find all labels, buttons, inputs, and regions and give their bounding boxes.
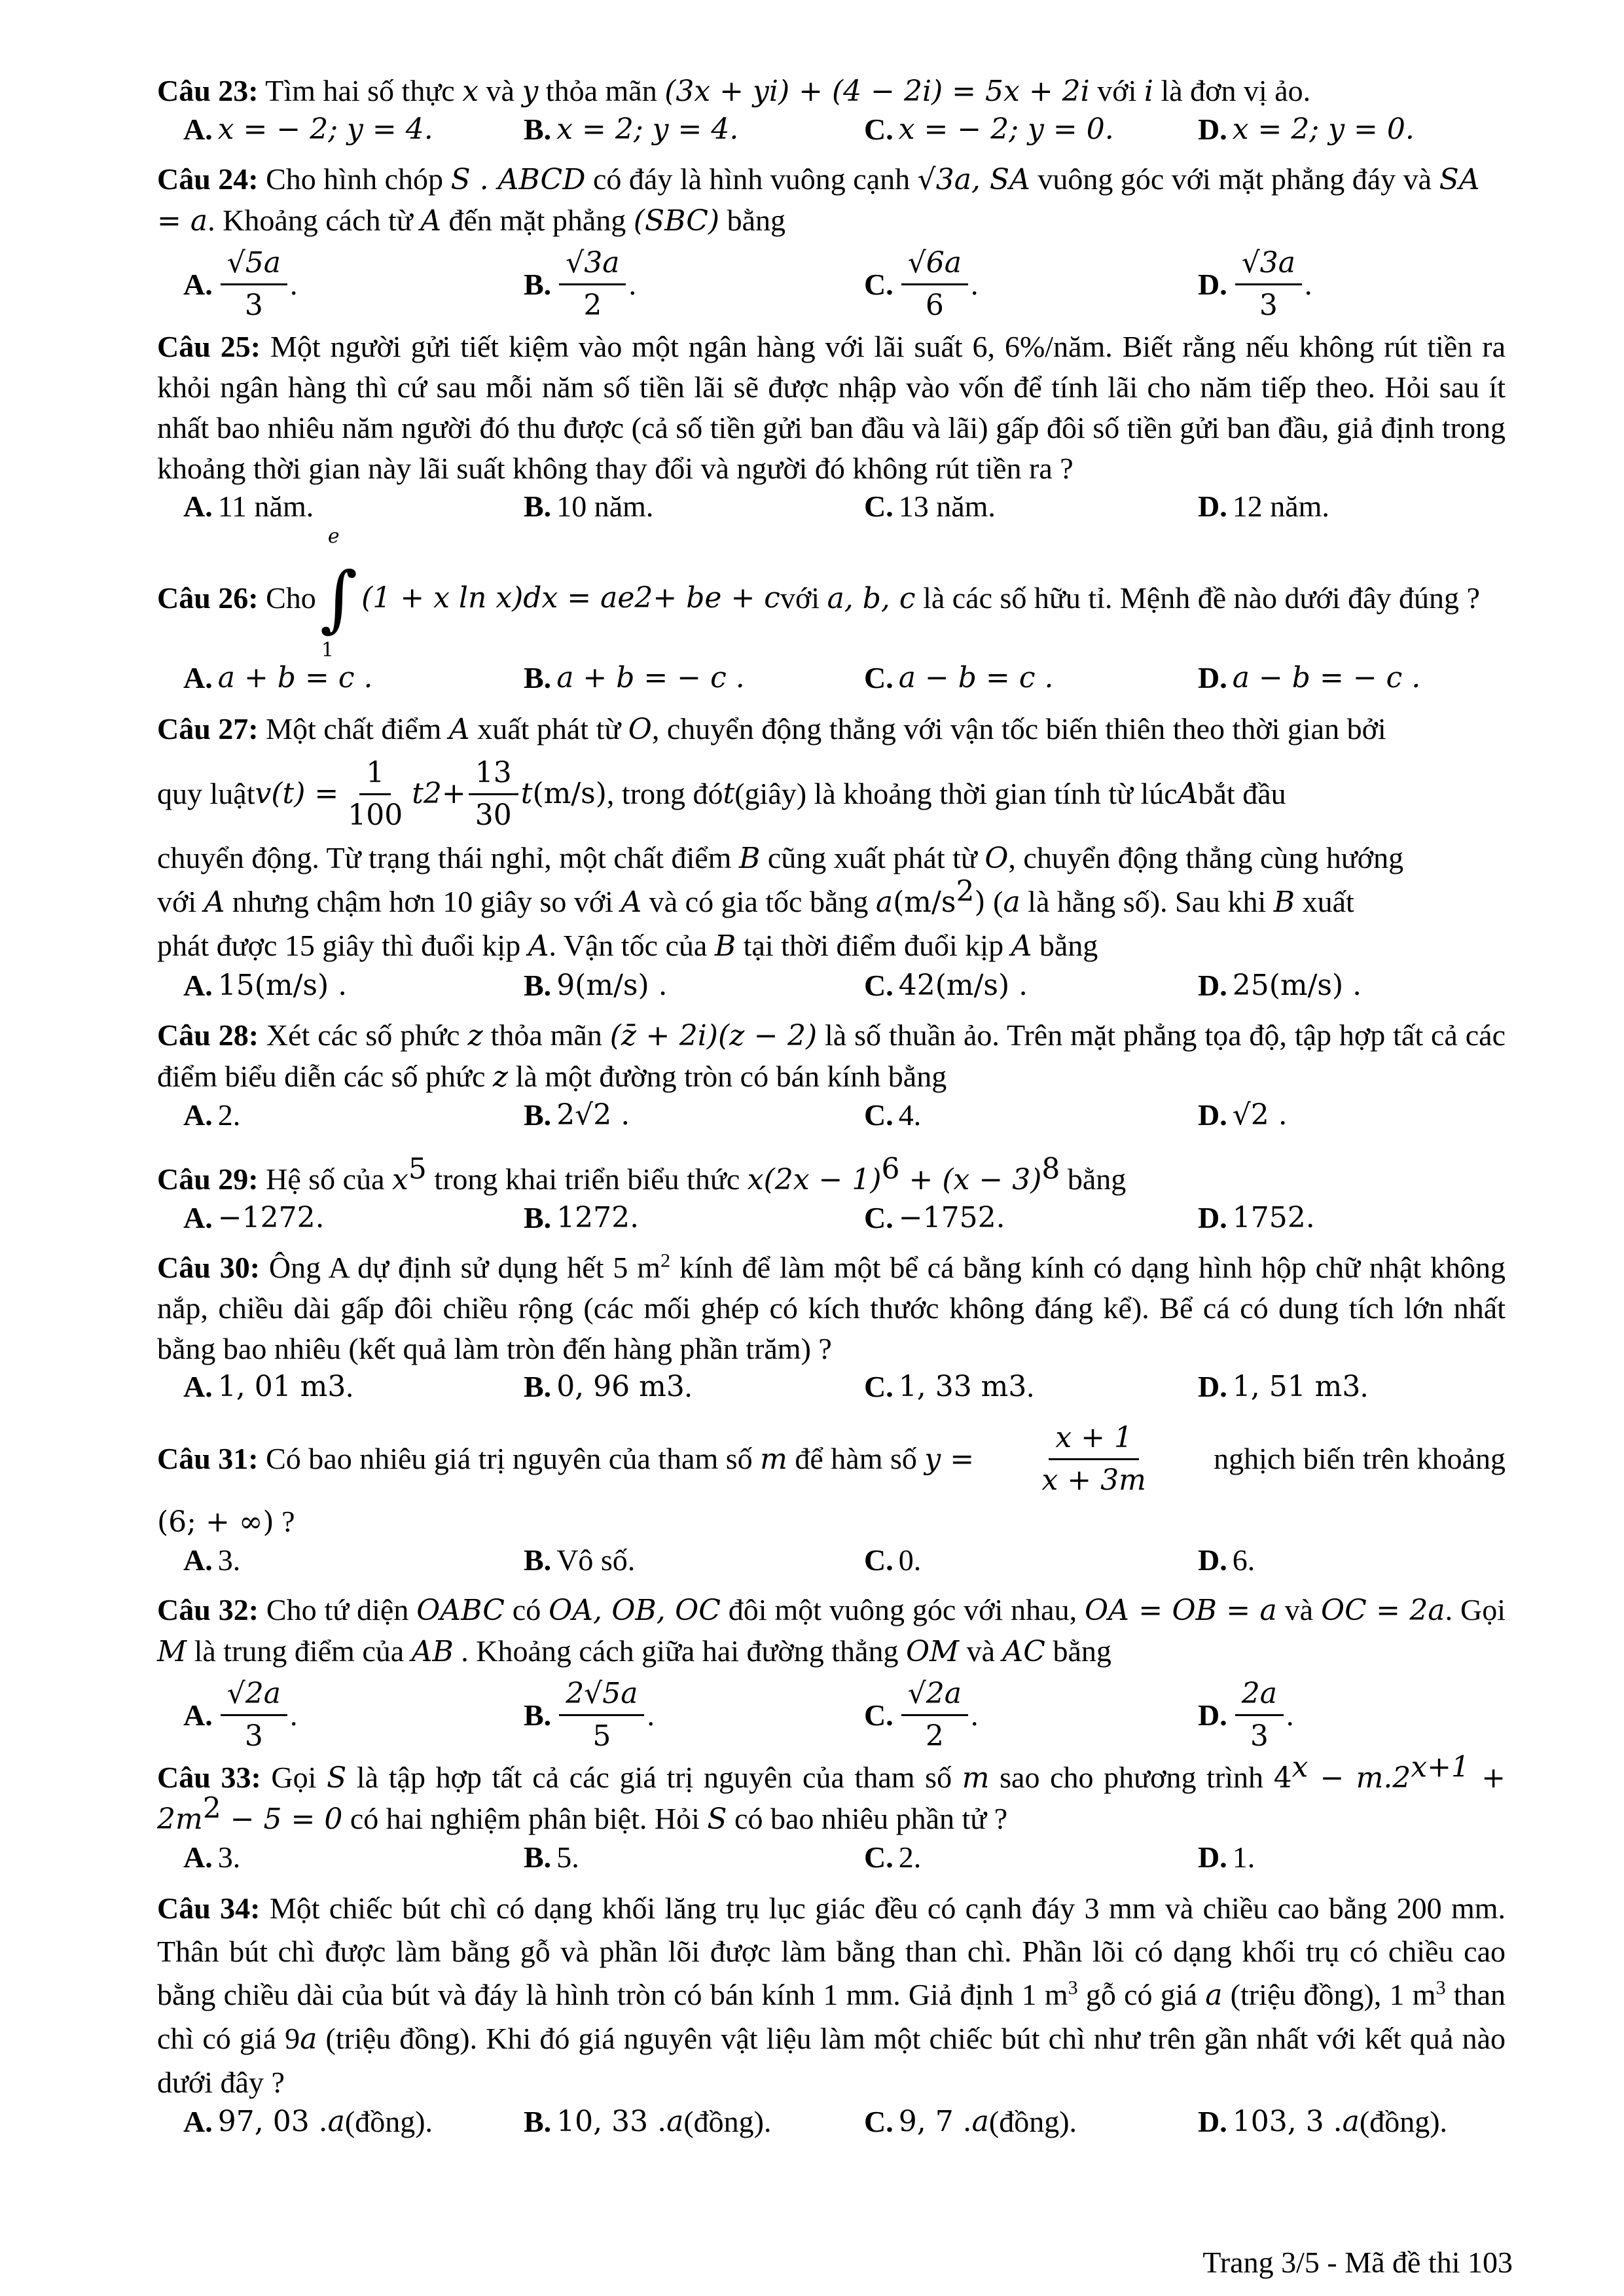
option-b[interactable]: B. 0, 96 m 3 . [524, 1369, 693, 1403]
option-a[interactable]: A. 11 năm. [183, 490, 314, 523]
option-d[interactable]: D. 25(m/s) . [1198, 969, 1362, 1002]
option-d[interactable]: D. 103, 3 . a (đồng). [1198, 2105, 1448, 2138]
fraction: $\frac{√3a}{3}$ [1235, 245, 1302, 323]
question-number: Câu 24: [157, 162, 259, 196]
question-34: Câu 34: Một chiếc bút chì có dạng khối lăng trụ lục giác đều có cạnh đáy 3 mm và chiều cao bằng 200 mm. Thân bút chì được làm bằng gỗ và phần lõi được làm bằng than chì. Phần lõi có dạng khối trụ có chiều cao bằng chiều dài của bút và đáy là hình tròn có bán kính 1 mm. Giả định 1 $m^3$ gỗ có giá a (triệu đồng), 1 $m^3$ than chì có giá 9a (triệu đồng). Khi đó giá nguyên vật liệu làm một chiếc bút chì như trên gần nhất với kết quả nào dưới đây ? [157, 1892, 1506, 2099]
question-29: Câu 29: Hệ số của $x^5$ trong khai triển biểu thức $x(2x - 1)^6 + (x - 3)^8$ bằng [157, 1152, 1127, 1196]
option-a[interactable]: A. x = − 2; y = 4. [183, 113, 433, 146]
question-number: Câu 26: [157, 581, 259, 615]
answer-options [157, 242, 1506, 327]
option-d[interactable]: D. 12 năm. [1198, 490, 1329, 523]
option-a[interactable]: A. 97, 03 . a (đồng). [183, 2105, 433, 2138]
option-c[interactable]: C. 9, 7 . a (đồng). [864, 2105, 1077, 2138]
fraction: $\frac{√6a}{6}$ [901, 245, 968, 323]
option-d[interactable]: D. a − b = − c . [1198, 661, 1421, 694]
question-25: Câu 25: Một người gửi tiết kiệm vào một ngân hàng với lãi suất 6, 6%/năm. Biết rằng nếu không rút tiền ra khỏi ngân hàng thì cứ sau mỗi năm số tiền lãi sẽ được nhập vào vốn để tính lãi cho năm tiếp theo. Hỏi sau ít nhất bao nhiêu năm người đó thu được (cả số tiền gửi ban đầu và lãi) gấp đôi số tiền gửi ban đầu, giả định trong khoảng thời gian này lãi suất không thay đổi và người đó không rút tiền ra ? [157, 330, 1506, 485]
answer-options [157, 1840, 1506, 1887]
question-30: Câu 30: Ông A dự định sử dụng hết 5 $m^2$ kính để làm một bể cá bằng kính có dạng hình hộp chữ nhật không nắp, chiều dài gấp đôi chiều rộng (các mối ghép có kích thước không đáng kể). Bể cá có dung tích lớn nhất bằng bao nhiêu (kết quả làm tròn đến hàng phần trăm) ? [157, 1249, 1506, 1365]
fraction: $\frac{x + 1}{x + 3m}$ [1041, 1420, 1146, 1497]
page-footer: Trang 3/5 - Mã đề thi 103 [1202, 2246, 1513, 2279]
option-d[interactable]: D. 1752. [1198, 1201, 1315, 1234]
option-c[interactable]: C. 42(m/s) . [864, 969, 1028, 1002]
option-b[interactable]: B. $\frac{2√5a}{5}$ . [524, 1676, 655, 1753]
question-number: Câu 30: [157, 1251, 261, 1284]
question-27: Câu 27: Một chất điểm A xuất phát từ O, chuyển động thẳng với vận tốc biến thiên theo thời gian bởi quy luật v(t) = $\frac{1}{100}$ t 2 + $\frac{13}{30}$ t (m/s) , trong đó t (giây) là khoảng thời gian tính từ lúc A bắt đầu chuyển động. Từ trạng thái nghỉ, một chất điểm B cũng xuất phát từ O, chuyển động thẳng cùng hướng với A nhưng chậm hơn 10 giây so với A và có gia tốc bằng $a(m/s^2)$ (a là hằng số). Sau khi B xuất phát được 15 giây thì đuổi kịp A. Vận tốc của B tại thời điểm đuổi kịp A bằng [157, 712, 1404, 963]
option-c[interactable]: C. $\frac{√2a}{2}$ . [864, 1676, 979, 1753]
integral: ∫ e 1 (1 + x ln x)dx = ae 2 + be + c [319, 525, 780, 662]
fraction: $\frac{√2a}{3}$ [221, 1676, 287, 1754]
question-number: Câu 27: [157, 712, 259, 745]
option-c[interactable]: C. 4. [864, 1098, 922, 1132]
fraction: $\frac{√2a}{2}$ [901, 1676, 968, 1754]
option-a[interactable]: A. 2. [183, 1098, 241, 1132]
option-b[interactable]: B. $\frac{√3a}{2}$ . [524, 245, 636, 322]
question-24: Câu 24: Cho hình chóp S . ABCD có đáy là hình vuông cạnh √3a, SA vuông góc với mặt phẳng đáy và SA = a. Khoảng cách từ A đến mặt phẳng (SBC) bằng [157, 162, 1480, 238]
option-b[interactable]: B. 10 năm. [524, 490, 654, 523]
option-d[interactable]: D. 6. [1198, 1543, 1255, 1577]
fraction: $\frac{1}{100}$ [348, 755, 403, 832]
option-c[interactable]: C. x = − 2; y = 0. [864, 113, 1114, 146]
option-d[interactable]: D. 1. [1198, 1840, 1255, 1874]
question-26: Câu 26: Cho ∫ e 1 (1 + x ln x)dx = ae 2 + be + c với a, b, c là các số hữu tỉ. Mệnh đề nào dưới đây đúng ? [157, 525, 1480, 662]
option-c[interactable]: C. 0. [864, 1543, 922, 1577]
answer-options [157, 1543, 1506, 1590]
question-number: Câu 29: [157, 1162, 259, 1196]
option-d[interactable]: D. $\frac{√3a}{3}$ . [1198, 245, 1312, 322]
option-c[interactable]: C. 2. [864, 1840, 922, 1874]
fraction: $\frac{√5a}{3}$ [221, 245, 287, 323]
option-c[interactable]: C. $\frac{√6a}{6}$ . [864, 245, 979, 322]
option-b[interactable]: B. 10, 33 . a (đồng). [524, 2105, 772, 2138]
question-23: Câu 23: Tìm hai số thực x và y thỏa mãn (3x + yi) + (4 − 2i) = 5x + 2i với i là đơn vị ảo. [157, 74, 1311, 108]
question-number: Câu 32: [157, 1593, 259, 1626]
option-b[interactable]: B. 9(m/s) . [524, 969, 668, 1002]
fraction: $\frac{13}{30}$ [469, 755, 518, 833]
answer-options [157, 2104, 1506, 2151]
fraction: $\frac{2√5a}{5}$ [559, 1676, 644, 1754]
question-number: Câu 23: [157, 74, 259, 107]
option-a[interactable]: A. 15(m/s) . [183, 969, 348, 1002]
answer-options [157, 1672, 1506, 1757]
option-b[interactable]: B. Vô số. [524, 1543, 636, 1577]
option-c[interactable]: C. −1752. [864, 1201, 1005, 1234]
option-d[interactable]: D. $\frac{2a}{3}$ . [1198, 1676, 1294, 1753]
question-number: Câu 28: [157, 1018, 259, 1052]
option-d[interactable]: D. x = 2; y = 0. [1198, 113, 1415, 146]
question-number: Câu 34: [157, 1892, 261, 1925]
integral-sign: ∫ e 1 [319, 525, 358, 662]
question-number: Câu 33: [157, 1761, 261, 1794]
fraction: $\frac{2a}{3}$ [1235, 1676, 1284, 1754]
answer-options [157, 489, 1506, 536]
option-a[interactable]: A. a + b = c . [183, 661, 373, 694]
exam-page [157, 71, 1506, 2151]
option-c[interactable]: C. 1, 33 m 3 . [864, 1369, 1034, 1403]
option-d[interactable]: D. √2 . [1198, 1098, 1288, 1132]
option-a[interactable]: A. 3. [183, 1840, 241, 1874]
option-b[interactable]: B. 5. [524, 1840, 579, 1874]
answer-options [157, 1200, 1506, 1247]
option-a[interactable]: A. 3. [183, 1543, 241, 1577]
option-c[interactable]: C. 13 năm. [864, 490, 996, 523]
answer-options [157, 1098, 1506, 1145]
answer-options [157, 1369, 1506, 1416]
fraction: $\frac{√3a}{2}$ [559, 245, 626, 323]
option-c[interactable]: C. a − b = c . [864, 661, 1054, 694]
option-b[interactable]: B. a + b = − c . [524, 661, 745, 694]
question-number: Câu 25: [157, 330, 261, 363]
question-28: Câu 28: Xét các số phức z thỏa mãn (z̄ + 2i)(z − 2) là số thuần ảo. Trên mặt phẳng tọa độ, tập hợp tất cả các điểm biểu diễn các số phức z là một đường tròn có bán kính bằng [157, 1018, 1506, 1094]
option-a[interactable]: A. 1, 01 m 3 . [183, 1369, 353, 1403]
question-33: Câu 33: Gọi S là tập hợp tất cả các giá trị nguyên của tham số m sao cho phương trình $4^x - m.2^{x+1} + 2m^2 - 5 = 0$ có hai nghiệm phân biệt. Hỏi S có bao nhiêu phần tử ? [157, 1750, 1506, 1836]
question-number: Câu 31: [157, 1441, 259, 1475]
option-a[interactable]: A. −1272. [183, 1201, 325, 1234]
option-b[interactable]: B. x = 2; y = 4. [524, 113, 739, 146]
option-b[interactable]: B. 2√2 . [524, 1098, 630, 1132]
question-32: Câu 32: Cho tứ diện OABC có OA, OB, OC đôi một vuông góc với nhau, OA = OB = a và OC = 2a. Gọi M là trung điểm của AB . Khoảng cách giữa hai đường thẳng OM và AC bằng [157, 1593, 1506, 1668]
option-b[interactable]: B. 1272. [524, 1201, 640, 1234]
option-a[interactable]: A. $\frac{√5a}{3}$ . [183, 245, 298, 322]
answer-options [157, 660, 1506, 708]
answer-options [157, 112, 1506, 159]
option-d[interactable]: D. 1, 51 m 3 . [1198, 1369, 1368, 1403]
answer-options [157, 968, 1506, 1015]
question-31: Câu 31: Có bao nhiêu giá trị nguyên của tham số m để hàm số y = $\frac{x + 1}{x + 3m}$ nghịch biến trên khoảng (6; + ∞) ? [157, 1420, 1506, 1539]
option-a[interactable]: A. $\frac{√2a}{3}$ . [183, 1676, 298, 1753]
